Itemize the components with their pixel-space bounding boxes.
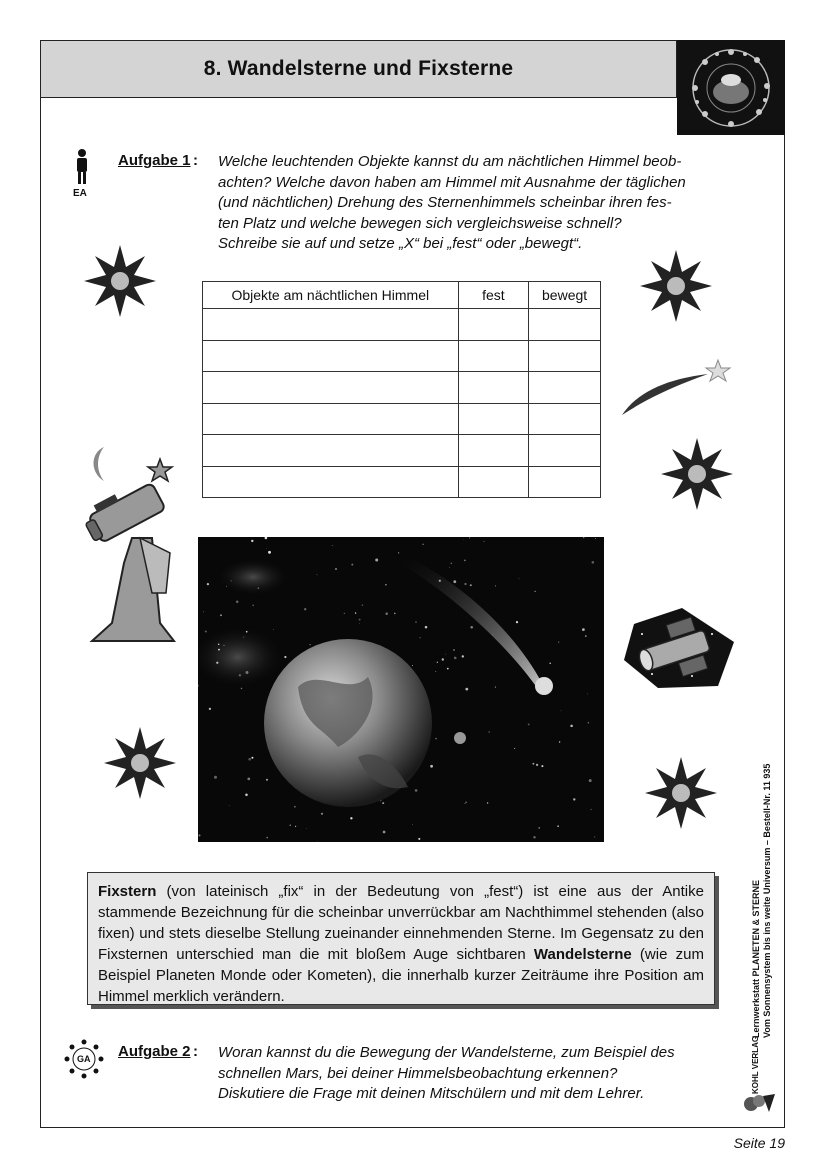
task1-colon: : bbox=[193, 152, 198, 169]
task1-line: Schreibe sie auf und setze „X“ bei „fest“ oder „bewegt“. bbox=[218, 235, 583, 252]
star-dot bbox=[252, 604, 254, 606]
star-dot bbox=[243, 637, 244, 638]
table-cell-bewegt[interactable] bbox=[529, 403, 601, 435]
star-dot bbox=[229, 805, 230, 806]
star-dot bbox=[385, 584, 387, 586]
individual-work-badge: EA bbox=[73, 188, 87, 199]
star-dot bbox=[437, 662, 438, 663]
table-cell-bewegt[interactable] bbox=[529, 435, 601, 467]
star-dot bbox=[226, 586, 227, 587]
star-dot bbox=[236, 601, 239, 604]
star-dot bbox=[218, 649, 220, 651]
star-dot bbox=[451, 563, 453, 565]
star-dot bbox=[385, 612, 387, 614]
star-dot bbox=[284, 656, 286, 658]
star-dot bbox=[435, 738, 437, 740]
star-dot bbox=[463, 539, 464, 540]
star-dot bbox=[588, 722, 589, 723]
space-telescope-icon bbox=[622, 604, 738, 695]
star-dot bbox=[594, 836, 595, 837]
term-wandelsterne: Wandelsterne bbox=[533, 946, 632, 963]
star-dot bbox=[273, 629, 274, 630]
starburst-icon bbox=[643, 755, 719, 836]
star-dot bbox=[198, 834, 200, 836]
column-header-bewegt: bewegt bbox=[529, 282, 601, 309]
space-illustration bbox=[198, 537, 604, 842]
star-dot bbox=[355, 612, 356, 613]
star-dot bbox=[394, 613, 396, 615]
star-dot bbox=[534, 591, 535, 592]
task1-label: Aufgabe 1 bbox=[118, 152, 191, 169]
star-dot bbox=[447, 668, 449, 670]
star-dot bbox=[558, 642, 559, 643]
star-dot bbox=[247, 778, 250, 781]
shooting-star-icon bbox=[620, 358, 732, 423]
table-header-row bbox=[203, 282, 601, 309]
info-text-part2: (wie zum Beispiel Planeten Monde oder Kometen), die innerhalb kurzer Zeiträume ihre Position am Himmel merklich verändern. bbox=[98, 946, 704, 1005]
star-dot bbox=[362, 604, 364, 606]
person-icon bbox=[72, 148, 92, 191]
star-dot bbox=[487, 802, 488, 803]
star-dot bbox=[412, 665, 413, 666]
star-dot bbox=[466, 802, 467, 803]
starburst-icon bbox=[659, 436, 735, 517]
star-dot bbox=[344, 613, 345, 614]
star-dot bbox=[415, 621, 416, 622]
star-dot bbox=[205, 630, 207, 632]
task1-line: (und nächtlichen) Drehung des Sternenhimmels scheinbar ihren fes- bbox=[218, 194, 672, 211]
star-dot bbox=[464, 803, 465, 804]
star-dot bbox=[245, 794, 248, 797]
table-row bbox=[203, 372, 601, 404]
star-dot bbox=[335, 568, 337, 570]
star-dot bbox=[589, 779, 592, 782]
star-dot bbox=[570, 725, 573, 728]
star-dot bbox=[246, 671, 249, 674]
star-dot bbox=[351, 564, 353, 566]
star-dot bbox=[591, 809, 592, 810]
star-dot bbox=[420, 637, 421, 638]
info-text-part1: (von lateinisch „fix“ in der Bedeutung von „fest“) ist eine aus der Antike stammende Bezeichnung für die scheinbar unverrückbar am Nachthimmel stehenden (also fixen) und stets dieselbe Stellung zueinander einnehmenden Sterne. Im Gegensatz zu den Fixsternen unterschied man die mit bloßem Auge sichtbaren bbox=[98, 883, 704, 963]
star-dot bbox=[465, 688, 468, 691]
star-dot bbox=[220, 614, 222, 616]
star-dot bbox=[425, 626, 428, 629]
table-cell-object[interactable] bbox=[203, 435, 459, 467]
task1-line: ten Platz und welche bewegen sich vergleichsweise schnell? bbox=[218, 214, 622, 232]
group-work-badge: GA bbox=[77, 1054, 91, 1064]
star-dot bbox=[316, 574, 317, 575]
star-dot bbox=[382, 802, 384, 804]
star-dot bbox=[484, 541, 485, 542]
table-row bbox=[203, 403, 601, 435]
starburst-icon bbox=[102, 725, 178, 806]
star-dot bbox=[398, 552, 399, 553]
series-subtitle: Vom Sonnensystem bis ins weite Universum – Bestell-Nr. 11 935 bbox=[762, 763, 772, 1038]
table-cell-bewegt[interactable] bbox=[529, 340, 601, 372]
star-dot bbox=[350, 817, 352, 819]
star-dot bbox=[207, 583, 209, 585]
star-dot bbox=[231, 580, 232, 581]
star-dot bbox=[488, 731, 489, 732]
publisher-name: KOHL VERLAG bbox=[751, 1035, 760, 1094]
star-dot bbox=[470, 626, 473, 629]
telescope-icon bbox=[82, 443, 178, 653]
starburst-icon bbox=[638, 248, 714, 329]
star-dot bbox=[295, 826, 296, 827]
star-dot bbox=[248, 758, 251, 761]
star-dot bbox=[422, 544, 423, 545]
table-cell-fest[interactable] bbox=[458, 403, 529, 435]
table-cell-fest[interactable] bbox=[458, 435, 529, 467]
star-dot bbox=[453, 649, 454, 650]
table-cell-fest[interactable] bbox=[458, 309, 529, 341]
star-dot bbox=[304, 608, 306, 610]
star-dot bbox=[536, 764, 538, 766]
star-dot bbox=[412, 824, 413, 825]
star-dot bbox=[469, 537, 470, 538]
star-dot bbox=[418, 838, 420, 840]
star-dot bbox=[251, 540, 253, 542]
star-dot bbox=[532, 763, 534, 765]
star-dot bbox=[332, 545, 333, 546]
task2-text bbox=[218, 1043, 728, 1105]
star-dot bbox=[239, 674, 241, 676]
table-cell-object[interactable] bbox=[203, 309, 459, 341]
page-title: 8. Wandelsterne und Fixsterne bbox=[203, 57, 514, 80]
page-number: Seite 19 bbox=[733, 1135, 785, 1151]
task1-line: achten? Welche davon haben am Himmel mit Ausnahme der täglichen bbox=[218, 173, 686, 191]
star-dot bbox=[218, 644, 219, 645]
star-dot bbox=[541, 765, 543, 767]
star-dot bbox=[266, 779, 268, 781]
star-dot bbox=[454, 657, 457, 660]
star-dot bbox=[203, 611, 204, 612]
star-dot bbox=[251, 757, 253, 759]
star-dot bbox=[592, 561, 595, 564]
star-dot bbox=[464, 560, 466, 562]
table-cell-object[interactable] bbox=[203, 372, 459, 404]
table-cell-bewegt[interactable] bbox=[529, 309, 601, 341]
star-dot bbox=[435, 671, 436, 672]
table-cell-fest[interactable] bbox=[458, 466, 529, 498]
star-dot bbox=[268, 551, 271, 554]
star-dot bbox=[559, 741, 560, 742]
task2-label: Aufgabe 2 bbox=[118, 1043, 191, 1060]
star-dot bbox=[533, 836, 535, 838]
star-dot bbox=[216, 662, 218, 664]
starburst-icon bbox=[82, 243, 158, 324]
table-cell-bewegt[interactable] bbox=[529, 466, 601, 498]
star-dot bbox=[595, 538, 596, 539]
star-dot bbox=[587, 694, 588, 695]
table-cell-object[interactable] bbox=[203, 340, 459, 372]
term-fixstern: Fixstern bbox=[98, 883, 157, 900]
table-cell-fest[interactable] bbox=[458, 372, 529, 404]
star-dot bbox=[241, 688, 243, 690]
table-row bbox=[203, 340, 601, 372]
task2-line: Woran kannst du die Bewegung der Wandelsterne, zum Beispiel des bbox=[218, 1044, 675, 1061]
star-dot bbox=[214, 776, 217, 779]
star-dot bbox=[223, 645, 224, 646]
table-cell-object[interactable] bbox=[203, 403, 459, 435]
star-dot bbox=[445, 654, 446, 655]
star-dot bbox=[258, 587, 259, 588]
series-title: Lernwerkstatt PLANETEN & STERNE bbox=[751, 879, 761, 1038]
star-dot bbox=[495, 585, 496, 586]
star-dot bbox=[309, 644, 310, 645]
table-cell-bewegt[interactable] bbox=[529, 372, 601, 404]
star-dot bbox=[549, 663, 551, 665]
star-dot bbox=[573, 798, 575, 800]
star-dot bbox=[359, 623, 360, 624]
star-dot bbox=[375, 559, 378, 562]
star-dot bbox=[246, 631, 248, 633]
table-row bbox=[203, 309, 601, 341]
table-cell-fest[interactable] bbox=[458, 340, 529, 372]
star-dot bbox=[430, 765, 433, 768]
star-dot bbox=[415, 789, 418, 792]
star-dot bbox=[290, 824, 291, 825]
star-dot bbox=[266, 548, 267, 549]
task2-line: Diskutiere die Frage mit deinen Mitschülern und mit dem Lehrer. bbox=[218, 1085, 645, 1102]
star-dot bbox=[582, 628, 585, 631]
star-dot bbox=[470, 584, 472, 586]
star-dot bbox=[495, 687, 496, 688]
zodiac-wheel-icon bbox=[677, 40, 785, 135]
objects-table bbox=[202, 281, 601, 498]
star-dot bbox=[462, 655, 464, 657]
task2-line: schnellen Mars, bei deiner Himmelsbeobachtung erkennen? bbox=[218, 1064, 618, 1082]
star-dot bbox=[538, 827, 540, 829]
column-header-fest: fest bbox=[458, 282, 529, 309]
fixstern-info-box bbox=[87, 872, 715, 1005]
table-cell-object[interactable] bbox=[203, 466, 459, 498]
star-dot bbox=[317, 841, 318, 842]
star-dot bbox=[516, 621, 518, 623]
star-dot bbox=[585, 635, 587, 637]
task1-text bbox=[218, 152, 728, 255]
table-row bbox=[203, 435, 601, 467]
task2-colon: : bbox=[193, 1043, 198, 1060]
star-dot bbox=[294, 806, 296, 808]
star-dot bbox=[561, 710, 562, 711]
star-dot bbox=[321, 813, 323, 815]
star-dot bbox=[464, 583, 466, 585]
star-dot bbox=[449, 567, 450, 568]
star-dot bbox=[383, 831, 386, 834]
task1-line: Welche leuchtenden Objekte kannst du am nächtlichen Himmel beob- bbox=[218, 153, 682, 170]
star-dot bbox=[209, 708, 211, 710]
star-dot bbox=[519, 578, 520, 579]
table-row bbox=[203, 466, 601, 498]
publisher-logo-icon bbox=[741, 1092, 777, 1119]
page-header bbox=[40, 40, 677, 98]
star-dot bbox=[453, 580, 456, 583]
star-dot bbox=[266, 837, 268, 839]
star-dot bbox=[306, 828, 307, 829]
star-dot bbox=[528, 723, 530, 725]
star-dot bbox=[359, 619, 361, 621]
star-dot bbox=[514, 748, 515, 749]
column-header-objects: Objekte am nächtlichen Himmel bbox=[203, 282, 459, 309]
star-dot bbox=[557, 825, 559, 827]
star-dot bbox=[442, 658, 444, 660]
